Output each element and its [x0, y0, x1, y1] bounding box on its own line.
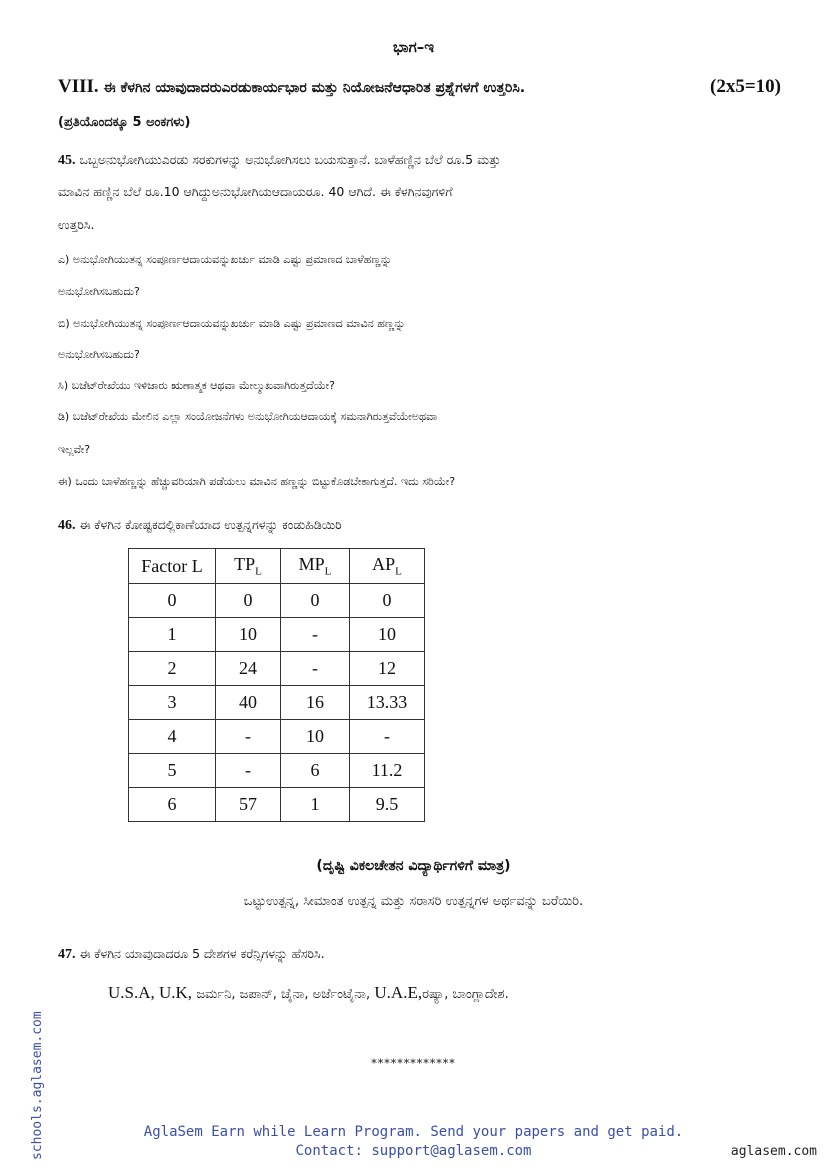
header-tp: $TP_L$	[216, 549, 281, 584]
table-cell: 9.5	[350, 788, 425, 822]
table-cell: 10	[350, 618, 425, 652]
footer-contact[interactable]: Contact: support@aglasem.com	[295, 1143, 532, 1159]
q46-number: 46.	[58, 518, 76, 533]
q45-option-d-cont: ಇಲ್ಲವೇ?	[58, 443, 91, 456]
header-ap: $AP_L$	[350, 549, 425, 584]
table-row	[129, 652, 425, 686]
section-instruction: ಈ ಕೆಳಗಿನ ಯಾವುದಾದರುಎರಡುಕಾರ್ಯಭಾರ ಮತ್ತು ನಿಯೋಜನೆಆಧಾರಿತ ಪ್ರಶ್ನೆಗಳಗೆ ಉತ್ತರಿಸಿ.	[103, 80, 526, 96]
table-row	[129, 686, 425, 720]
table-cell: 11.2	[350, 754, 425, 788]
footer-site-link[interactable]: aglasem.com	[730, 1144, 817, 1159]
q45-option-b-cont: ಅನುಭೋಗಿಸಬಹುದು?	[58, 348, 140, 361]
table-cell: 24	[216, 652, 281, 686]
table-cell: 40	[216, 686, 281, 720]
q47-number: 47.	[58, 947, 76, 962]
countries-latin-1: U.S.A, U.K,	[108, 983, 193, 1002]
q46-line	[58, 517, 342, 534]
q46-text: ಈ ಕೆಳಗಿನ ಕೋಷ್ಟಕದಲ್ಲಿಕಾಣೆಯಾದ ಉತ್ಪನ್ನಗಳನ್ನು ಕಂಡುಹಿಡಿಯಿರಿ	[79, 517, 342, 532]
table-cell: 6	[281, 754, 350, 788]
q45-option-b: ಬಿ) ಅನುಭೋಗಿಯುತನ್ನ ಸಂಪೂರ್ಣಆದಾಯವನ್ನುಖರ್ಚು ಮಾಡಿ ಎಷ್ಟು ಪ್ರಮಾಣದ ಮಾವಿನ ಹಣ್ಣನ್ನು	[58, 317, 406, 330]
part-title: ಭಾಗ–ಇ	[393, 38, 434, 56]
q45-text-1: ಒಬ್ಬಅನುಭೋಗಿಯುಎರಡು ಸರಕುಗಳನ್ನು ಅನುಭೋಗಿಸಲು ಬಯಸುತ್ತಾನೆ. ಬಾಳೆಹಣ್ಣಿನ ಬೆಲೆ ರೂ.5 ಮತ್ತು	[79, 152, 501, 167]
table-cell: 13.33	[350, 686, 425, 720]
table-cell: 10	[216, 618, 281, 652]
header-factor-l: Factor L	[129, 549, 216, 584]
table-cell: -	[350, 720, 425, 754]
q45-line1	[58, 152, 501, 169]
table-cell: 6	[129, 788, 216, 822]
table-cell: 2	[129, 652, 216, 686]
section-number: VIII.	[58, 76, 99, 97]
q45-option-c: ಸಿ) ಬಜೆಟ್‌ರೇಖೆಯು ಇಳಿಜಾರು ಋಣಾತ್ಮಕ ಆಥವಾ ಮೇಲ್ಮುಖವಾಗಿರುತ್ತದೆಯೇ?	[58, 379, 335, 392]
table-header-row	[129, 549, 425, 584]
table-cell: 5	[129, 754, 216, 788]
production-table	[128, 548, 425, 822]
q45-option-a-cont: ಅನುಭೋಗಿಸಬಹುದು?	[58, 285, 140, 298]
q45-number: 45.	[58, 153, 76, 168]
table-cell: 10	[281, 720, 350, 754]
section-marks: (2x5=10)	[710, 76, 781, 97]
q45-option-e: ಈ) ಒಂದು ಬಾಳೆಹಣ್ಣನ್ನು ಹೆಚ್ಚುವರಿಯಾಗಿ ಪಡೆಯಲು ಮಾವಿನ ಹಣ್ಣನ್ನು ಬಿಟ್ಟುಕೊಡಬೇಕಾಗುತ್ತದೆ. ಇದು ಸರಿಯೇ?	[58, 475, 456, 488]
table-cell: 0	[216, 584, 281, 618]
q47-countries	[108, 983, 509, 1003]
table-cell: -	[216, 754, 281, 788]
header-mp: $MP_L$	[281, 549, 350, 584]
end-stars: *************	[371, 1057, 456, 1070]
table-cell: 3	[129, 686, 216, 720]
table-cell: 1	[129, 618, 216, 652]
side-watermark: schools.aglasem.com	[30, 1011, 45, 1160]
section-heading	[58, 76, 525, 98]
table-row	[129, 754, 425, 788]
countries-kannada-2: ರಷ್ಯಾ, ಬಾಂಗ್ಲಾದೇಶ.	[422, 987, 509, 1002]
q47-line	[58, 946, 325, 963]
visually-impaired-question: ಒಟ್ಟುಉತ್ಪನ್ನ, ಸೀಮಾಂತ ಉತ್ಪನ್ನ ಮತ್ತು ಸರಾಸರಿ ಉತ್ಪನ್ನಗಳ ಅರ್ಥವನ್ನು ಬರೆಯಿರಿ.	[243, 894, 584, 909]
table-cell: 0	[281, 584, 350, 618]
table-cell: 57	[216, 788, 281, 822]
table-row	[129, 788, 425, 822]
table-cell: 0	[350, 584, 425, 618]
table-row	[129, 584, 425, 618]
table-cell: 16	[281, 686, 350, 720]
q45-option-d: ಡಿ) ಬಜೆಟ್‌ರೇಖೆಯ ಮೇಲಿನ ಎಲ್ಲಾ ಸಂಯೋಜನೆಗಳು ಅನುಭೋಗಿಯಆದಾಯಕ್ಕೆ ಸಮನಾಗಿರುತ್ತವೆಯೇಅಥವಾ	[58, 410, 438, 423]
countries-latin-2: U.A.E,	[374, 983, 423, 1002]
table-cell: -	[281, 652, 350, 686]
table-cell: -	[216, 720, 281, 754]
table-row	[129, 720, 425, 754]
table-row	[129, 618, 425, 652]
q47-text: ಈ ಕೆಳಗಿನ ಯಾವುದಾದರೂ 5 ದೇಶಗಳ ಕರೆನ್ಸಿಗಳನ್ನು ಹೆಸರಿಸಿ.	[79, 946, 325, 961]
countries-kannada-1: ಜರ್ಮನಿ, ಜಪಾನ್, ಚೈನಾ, ಅರ್ಜೆಂಟೈನಾ,	[196, 987, 371, 1002]
visually-impaired-heading: (ದೃಷ್ಟಿ ವಿಕಲಚೇತನ ವಿದ್ಯಾರ್ಥಿಗಳಿಗೆ ಮಾತ್ರ)	[316, 858, 511, 874]
q45-line3: ಉತ್ತರಿಸಿ.	[58, 217, 95, 232]
table-cell: 4	[129, 720, 216, 754]
table-cell: 12	[350, 652, 425, 686]
table-cell: -	[281, 618, 350, 652]
q45-option-a: ಎ) ಅನುಭೋಗಿಯುತನ್ನ ಸಂಪೂರ್ಣಆದಾಯವನ್ನುಖರ್ಚು ಮಾಡಿ ಎಷ್ಟು ಪ್ರಮಾಣದ ಬಾಳೆಹಣ್ಣನ್ನು	[58, 253, 392, 266]
q45-line2: ಮಾವಿನ ಹಣ್ಣಿನ ಬೆಲೆ ರೂ.10 ಆಗಿದ್ದುಅನುಭೋಗಿಯಆದಾಯರೂ. 40 ಆಗಿದೆ. ಈ ಕೆಳಗಿನವುಗಳಿಗೆ	[58, 184, 453, 199]
footer-program-text: AglaSem Earn while Learn Program. Send your papers and get paid.	[143, 1124, 684, 1140]
table-cell: 1	[281, 788, 350, 822]
table-cell: 0	[129, 584, 216, 618]
section-subheading: (ಪ್ರತಿಯೊಂದಕ್ಕೂ 5 ಅಂಕಗಳು)	[58, 115, 191, 130]
